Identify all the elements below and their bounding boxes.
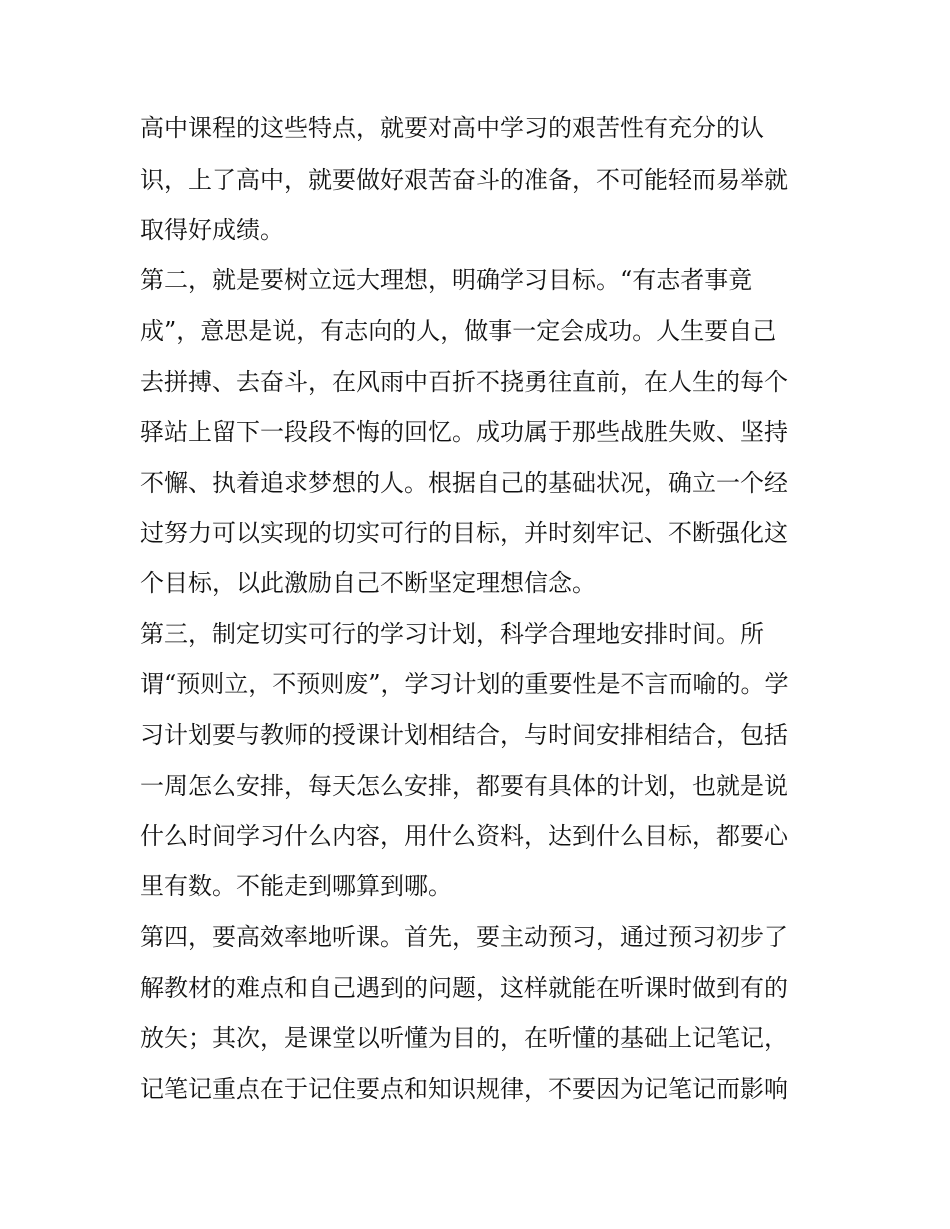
text-line: 里有数。不能走到哪算到哪。 <box>140 872 452 900</box>
text-line: 去拼搏、去奋斗，在风雨中百折不挠勇往直前，在人生的每个 <box>140 368 788 396</box>
text-line: 取得好成绩。 <box>140 216 284 244</box>
text-line: 驿站上留下一段段不悔的回忆。成功属于那些战胜失败、坚持 <box>140 418 788 446</box>
text-line: 解教材的难点和自己遇到的问题，这样就能在听课时做到有的 <box>140 974 788 1002</box>
text-line: 习计划要与教师的授课计划相结合，与时间安排相结合，包括 <box>140 721 788 749</box>
text-line: 一周怎么安排，每天怎么安排，都要有具体的计划，也就是说 <box>140 772 788 800</box>
text-line: 记笔记重点在于记住要点和知识规律，不要因为记笔记而影响 <box>140 1075 788 1103</box>
text-line: 个目标，以此激励自己不断坚定理想信念。 <box>140 569 596 597</box>
text-line: 第二，就是要树立远大理想，明确学习目标。“有志者事竟 <box>140 266 753 294</box>
text-line: 什么时间学习什么内容，用什么资料，达到什么目标，都要心 <box>140 822 788 850</box>
text-line: 高中课程的这些特点，就要对高中学习的艰苦性有充分的认 <box>140 114 764 142</box>
text-line: 识，上了高中，就要做好艰苦奋斗的准备，不可能轻而易举就 <box>140 166 788 194</box>
text-line: 第三，制定切实可行的学习计划，科学合理地安排时间。所 <box>140 620 764 648</box>
text-line: 谓“预则立，不预则废”，学习计划的重要性是不言而喻的。学 <box>140 670 789 698</box>
text-line: 不懈、执着追求梦想的人。根据自己的基础状况，确立一个经 <box>140 469 788 497</box>
text-line: 过努力可以实现的切实可行的目标，并时刻牢记、不断强化这 <box>140 519 788 547</box>
text-line: 放矢；其次，是课堂以听懂为目的，在听懂的基础上记笔记， <box>140 1024 788 1052</box>
text-line: 成”，意思是说，有志向的人，做事一定会成功。人生要自己 <box>140 317 777 345</box>
text-line: 第四，要高效率地听课。首先，要主动预习，通过预习初步了 <box>140 923 788 951</box>
